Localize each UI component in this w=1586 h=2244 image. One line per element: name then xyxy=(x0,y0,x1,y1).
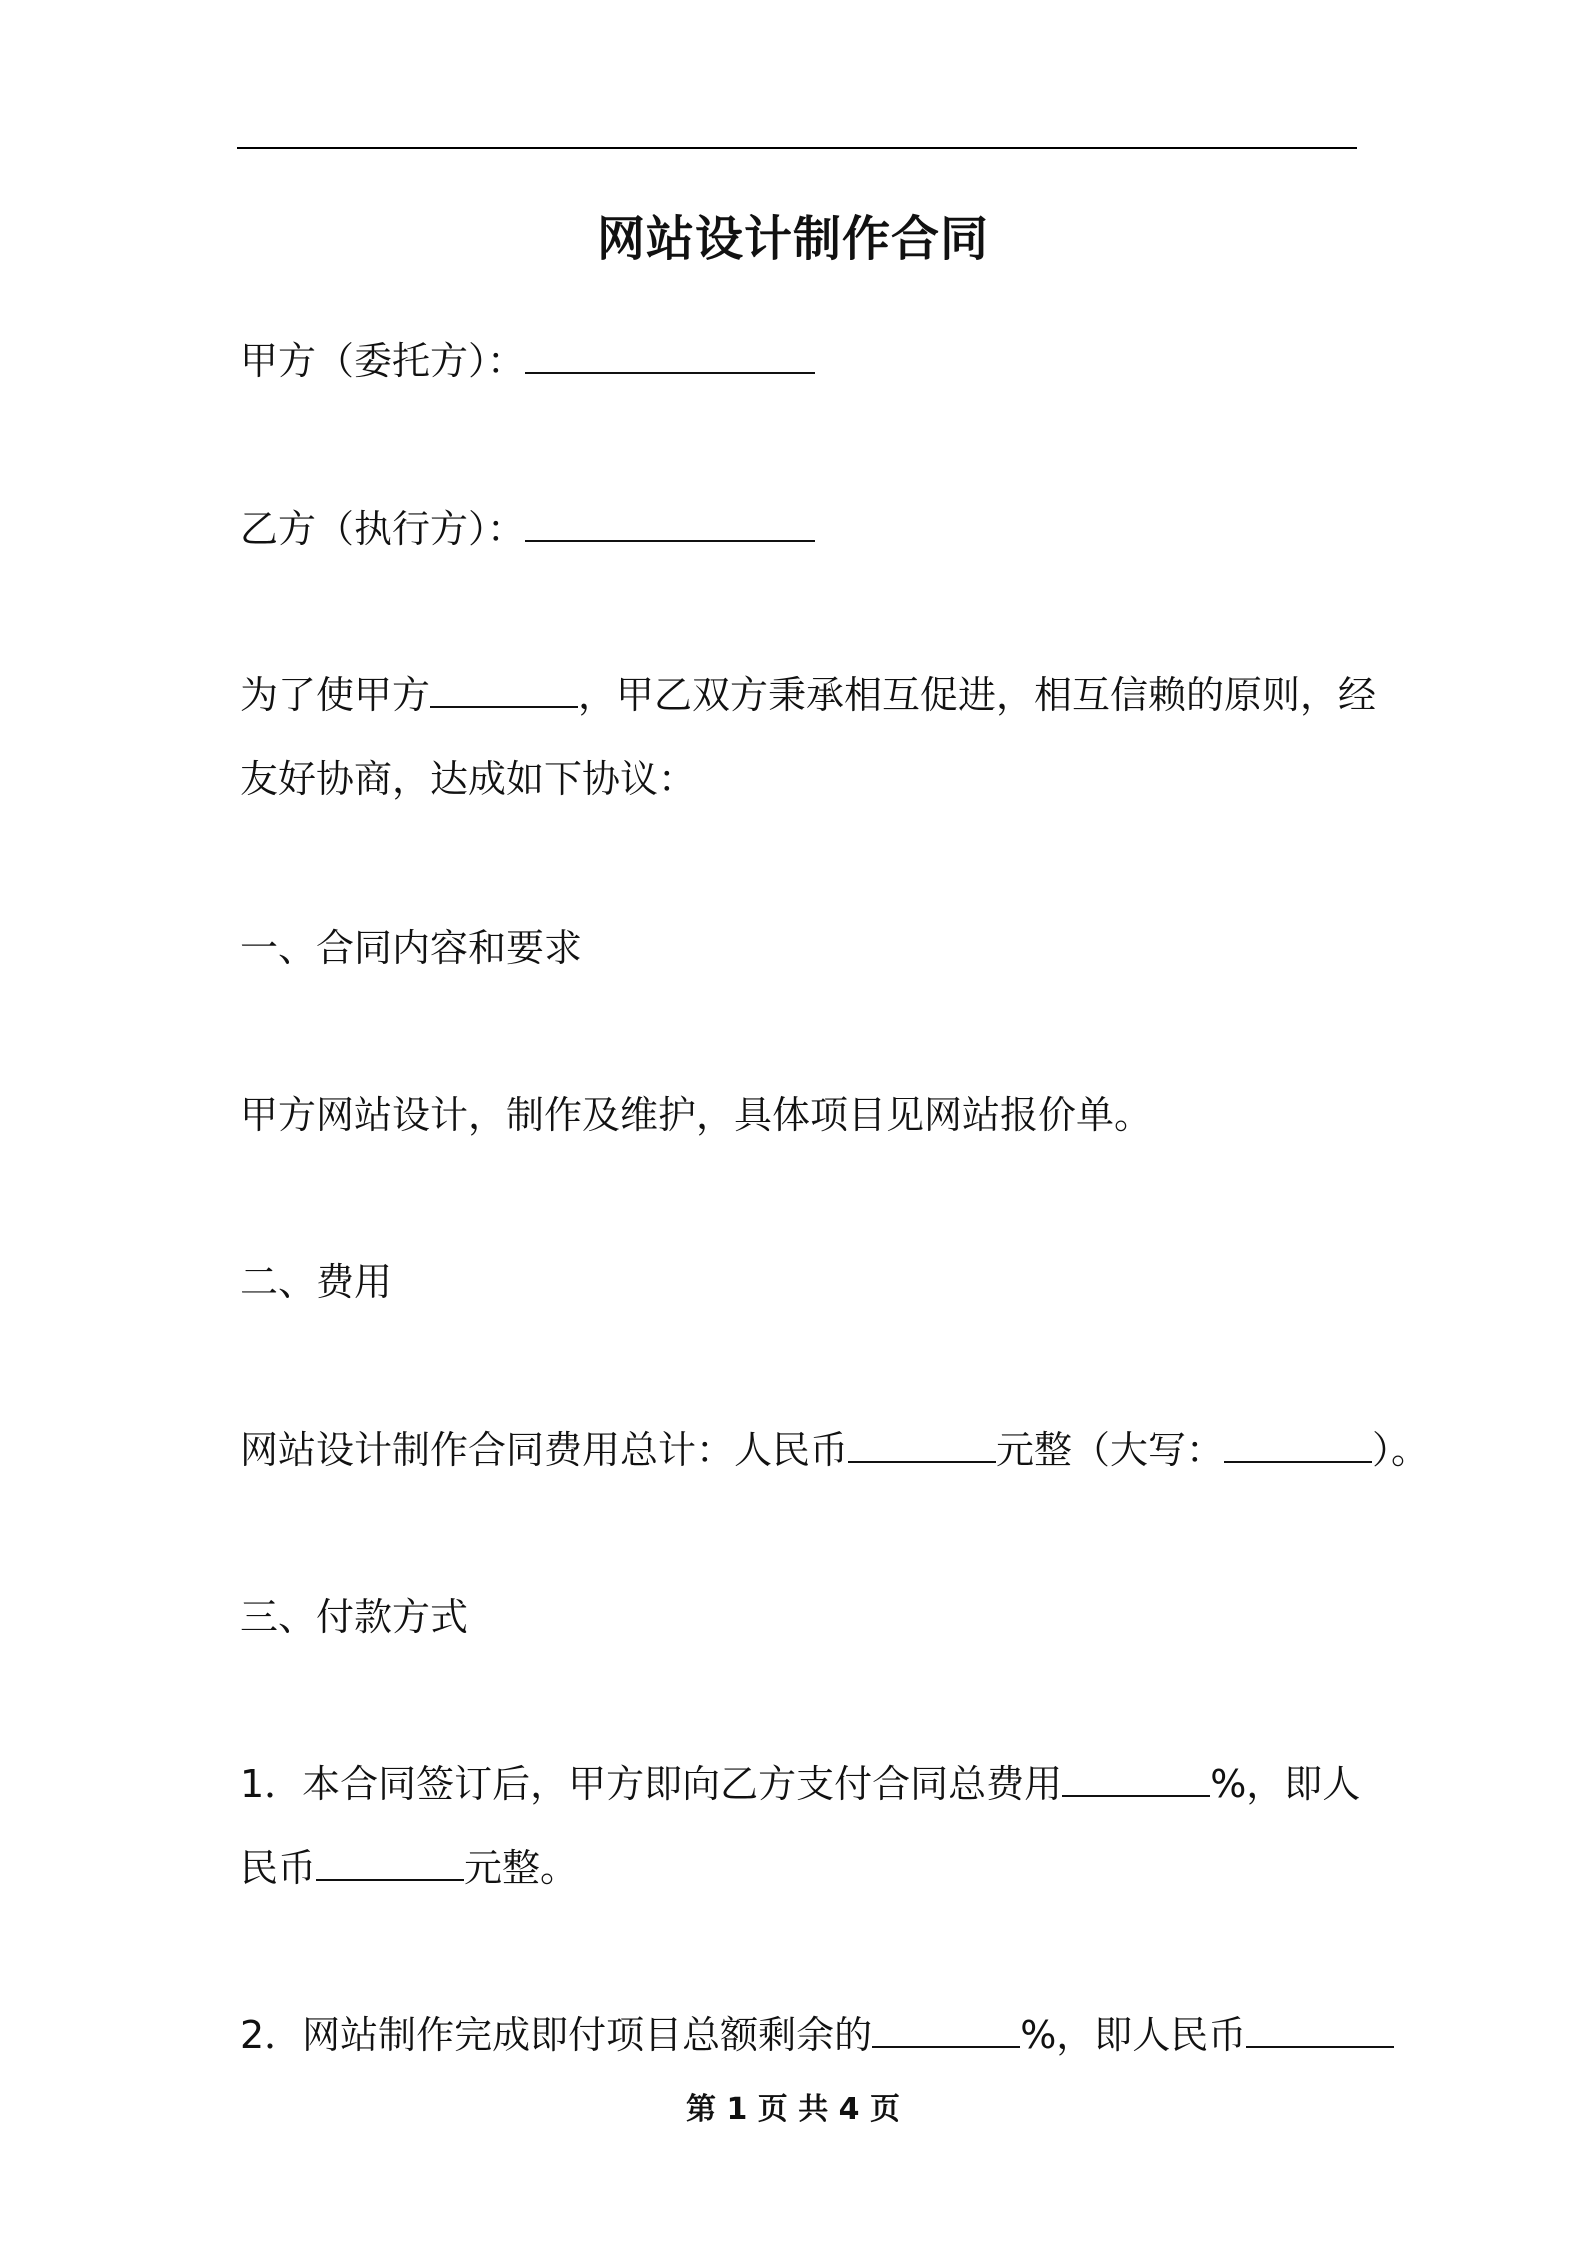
party-a-label: 甲方（委托方）： xyxy=(240,339,526,383)
party-a-blank xyxy=(525,340,815,374)
payment-1-text-d: 元整。 xyxy=(464,1846,579,1890)
payment-1-line-2 xyxy=(240,1840,578,1896)
payment-2-percent-blank xyxy=(872,2014,1020,2048)
section1-body: 甲方网站设计，制作及维护，具体项目见网站报价单。 xyxy=(240,1093,1153,1137)
purpose-blank xyxy=(430,674,578,708)
payment-2-amount-blank xyxy=(1246,2014,1394,2048)
party-b-blank xyxy=(525,508,815,542)
payment-1-text-b: %，即人 xyxy=(1210,1762,1361,1806)
section3-heading: 三、付款方式 xyxy=(240,1595,469,1639)
fee-text-c: ）。 xyxy=(1372,1428,1430,1472)
fee-amount-blank xyxy=(848,1429,996,1463)
preamble-line-1 xyxy=(240,667,1376,723)
preamble-text-b: ，甲乙双方秉承相互促进，相互信赖的原则，经 xyxy=(578,673,1377,717)
header-rule xyxy=(237,147,1357,149)
payment-2-line xyxy=(240,2007,1394,2063)
fee-text-a: 网站设计制作合同费用总计：人民币 xyxy=(240,1428,849,1472)
section2-heading: 二、费用 xyxy=(240,1260,393,1304)
preamble-text-a: 为了使甲方 xyxy=(240,673,431,717)
party-b-label: 乙方（执行方）： xyxy=(240,507,526,551)
party-b-line xyxy=(240,501,815,557)
page-footer: 第 1 页 共 4 页 xyxy=(686,2092,900,2127)
payment-1-text-a: 1．本合同签订后，甲方即向乙方支付合同总费用 xyxy=(240,1762,1063,1806)
fee-text-b: 元整（大写： xyxy=(996,1428,1225,1472)
preamble-line-2: 友好协商，达成如下协议： xyxy=(240,757,697,801)
payment-1-percent-blank xyxy=(1062,1763,1210,1797)
payment-1-text-c: 民币 xyxy=(240,1846,317,1890)
payment-1-amount-blank xyxy=(316,1847,464,1881)
payment-2-text-a: 2．网站制作完成即付项目总额剩余的 xyxy=(240,2013,873,2057)
party-a-line xyxy=(240,333,815,389)
fee-line xyxy=(240,1422,1429,1478)
payment-2-text-b: %，即人民币 xyxy=(1020,2013,1247,2057)
section1-heading: 一、合同内容和要求 xyxy=(240,926,583,970)
payment-1-line-1 xyxy=(240,1756,1360,1812)
fee-uppercase-blank xyxy=(1224,1429,1372,1463)
document-title: 网站设计制作合同 xyxy=(596,211,989,267)
